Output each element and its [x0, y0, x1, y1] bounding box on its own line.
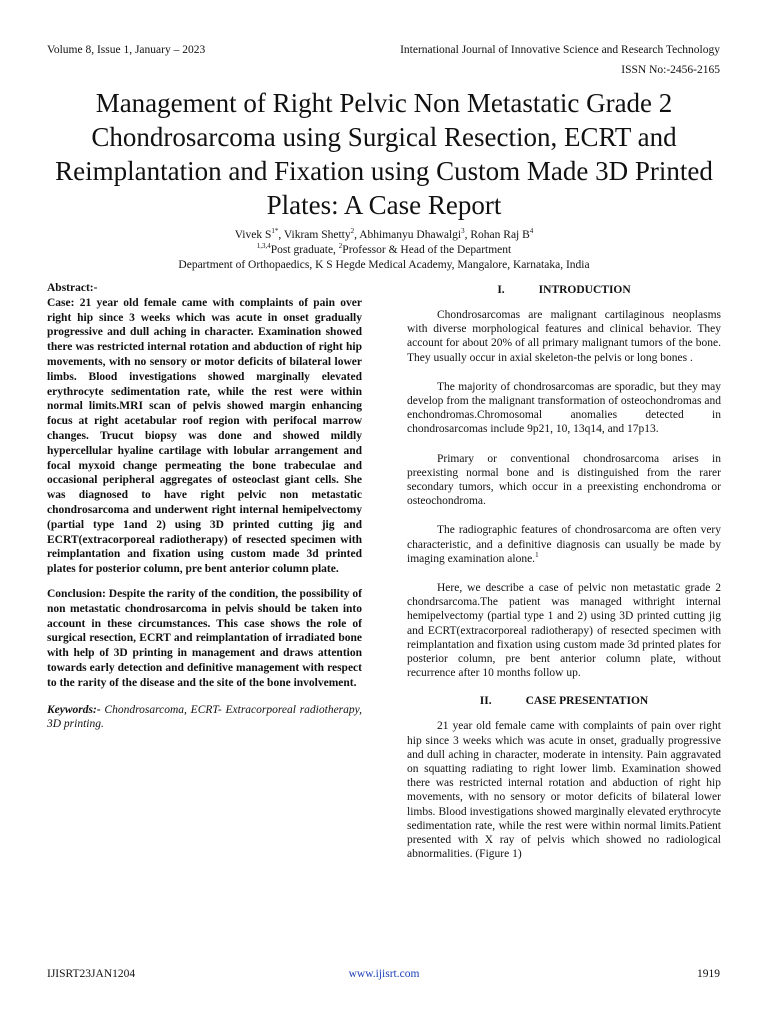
- running-header-journal: International Journal of Innovative Science and Research Technology: [400, 44, 720, 56]
- section-title: INTRODUCTION: [538, 284, 631, 296]
- paper-title: Management of Right Pelvic Non Metastatic Grade 2 Chondrosarcoma using Surgical Resection, ECRT and Reimplantation and Fixation using Custom Made 3D Printed Plates: A Case Report: [55, 88, 713, 220]
- footer-page-number: 1919: [697, 968, 720, 980]
- citation-superscript: 1: [535, 551, 539, 560]
- abstract-case-text: Case: 21 year old female came with complaints of pain over right hip since 3 weeks which was acute in onset gradually progressive and dull aching in character. Examination showed there was restricted internal rotation and abduction of right hip movements, with no sensory or motor deficits of bilateral lower limbs. Blood investigations showed marginally elevated erythrocyte sedimentation rate, while the rest were within normal limits.MRI scan of pelvis showed margin enhancing focus at right acetabular roof region with perifocal marrow changes. Trucut biopsy was done and showed mildly hypercellular hyaline cartilage with lobular arrangement and focal myxoid change permeating the bone trabeculae and occasional peripheral aggregates of osteoclast giant cells. She was diagnosed to have right pelvic non metastatic chondrosarcoma and underwent right internal hemipelvectomy (partial type 1and 2) using 3D printed cutting jig and ECRT(extracorporeal radiotherapy) of resected specimen with reimplantation and fixation using custom made 3d printed plates for posterior column, pre bent anterior column plate.: [47, 296, 362, 576]
- author-name: , Vikram Shetty: [278, 229, 351, 241]
- keywords-text: Chondrosarcoma, ECRT- Extracorporeal radiotherapy, 3D printing.: [47, 703, 362, 731]
- author-superscript: 3: [461, 227, 465, 236]
- author-superscript: 4: [529, 227, 534, 236]
- author-block: [40, 228, 728, 273]
- keywords: [47, 703, 362, 733]
- section-title: CASE PRESENTATION: [525, 695, 649, 708]
- running-header-issn: ISSN No:-2456-2165: [621, 64, 720, 76]
- affiliation-text: Professor & Head of the Department: [342, 244, 512, 256]
- right-column: [407, 284, 721, 877]
- section-number: II.: [479, 695, 492, 708]
- affiliation-roles: [40, 243, 728, 258]
- author-superscript: 1*: [271, 227, 279, 236]
- affiliation-superscript: 1,3,4: [256, 242, 271, 251]
- affiliation-text: Post graduate,: [270, 244, 339, 256]
- author-name: , Rohan Raj B: [464, 229, 530, 241]
- author-name: , Abhimanyu Dhawalgi: [354, 229, 462, 241]
- author-superscript: 2: [350, 227, 355, 236]
- intro-paragraph-2: The majority of chondrosarcomas are sporadic, but they may develop from the malignant transformation of osteochondromas and enchondromas.Chromosomal anomalies detected in chondrosarcomas include 9p21, 10, 13q14, and 17p13.: [407, 380, 721, 436]
- running-header-volume: Volume 8, Issue 1, January – 2023: [47, 44, 206, 56]
- section-heading-case-presentation: [407, 695, 721, 707]
- affiliation-superscript: 2: [338, 242, 343, 251]
- footer-paper-id: IJISRT23JAN1204: [47, 968, 136, 980]
- abstract-conclusion: Conclusion: Despite the rarity of the condition, the possibility of non metastatic chondrosarcoma in pelvis should be taken into account in these circumstances. This case shows the role of surgical resection, ECRT and reimplantation of irradiated bone with help of 3D printing in management and draws attention towards early detection and definitive management with respect to the rarity of the disease and the site of the bone involvement.: [47, 587, 362, 689]
- intro-paragraph-4-text: The radiographic features of chondrosarcoma are often very characteristic, and a definitive diagnosis can usually be made by imaging examination alone.: [407, 524, 721, 565]
- footer-website-link[interactable]: www.ijisrt.com: [348, 968, 420, 980]
- affiliation-department: Department of Orthopaedics, K S Hegde Medical Academy, Mangalore, Karnataka, India: [178, 259, 590, 271]
- intro-paragraph-5: Here, we describe a case of pelvic non metastatic grade 2 chondrsarcoma.The patient was managed withright internal hemipelvectomy (partial type 1 and 2) using 3D printed cutting jig and ECRT(extracorporeal radiotherapy) of resected specimen with reimplantation and fixation using custom made 3d printed plates for posterior column, pre bent anterior column plate, without recurrence after 10 months follow up.: [407, 582, 721, 680]
- left-column: [47, 281, 362, 732]
- section-number: I.: [497, 284, 505, 296]
- abstract-label: Abstract:-: [47, 282, 98, 294]
- intro-paragraph-3: Primary or conventional chondrosarcoma arises in preexisting normal bone and is distinguished from the rarer secondary tumors, which occur in a preexisting enchondroma or osteochondroma.: [407, 452, 721, 508]
- author-list: [40, 228, 728, 243]
- keywords-label: Keywords:-: [47, 703, 101, 716]
- author-name: Vivek S: [234, 229, 272, 241]
- section-heading-introduction: [407, 284, 721, 296]
- intro-paragraph-1: Chondrosarcomas are malignant cartilaginous neoplasms with diverse morphological features and clinical behavior. They account for about 20% of all primary malignant tumors of the bone. They usually occur in axial skeleton-the pelvis or long bones .: [407, 309, 721, 364]
- intro-paragraph-4: [407, 523, 721, 566]
- abstract: [47, 281, 362, 577]
- case-paragraph-1: 21 year old female came with complaints of pain over right hip since 3 weeks which was acute in onset, gradually progressive and dull aching in character, moderate in intensity. Pain aggravated on squatting radiating to right lower limb. Examination showed there was restricted internal rotation and abduction of right hip movements, with no sensory or motor deficits of bilateral lower limbs. Blood investigations showed marginally elevated erythrocyte sedimentation rate, while the rest were within normal limits.Patient presented with X ray of pelvis which showed no radiological abnormalities. (Figure 1): [407, 720, 721, 861]
